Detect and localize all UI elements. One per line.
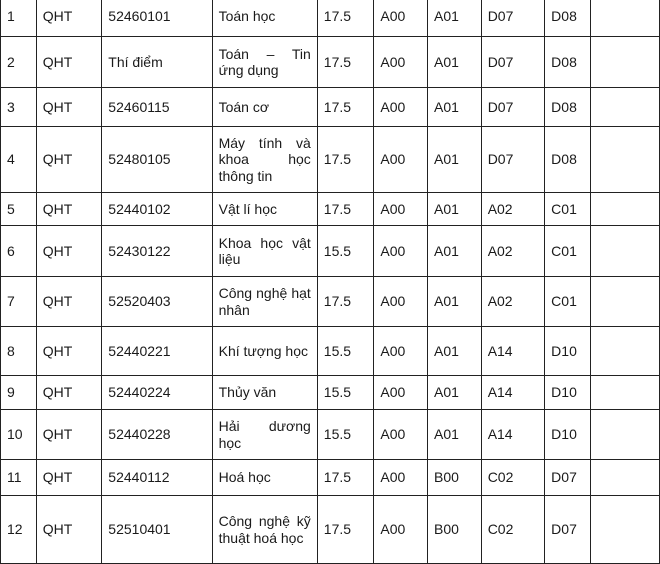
- extra-cell: [590, 277, 659, 327]
- school-code-cell: QHT: [36, 327, 102, 376]
- school-code-cell: QHT: [36, 226, 102, 277]
- subject-group-1-cell: A00: [374, 277, 428, 327]
- major-name-cell: Hải dương học: [212, 410, 317, 460]
- table-row: [1, 277, 660, 327]
- subject-group-4-cell: D08: [545, 37, 591, 88]
- school-code-cell: QHT: [36, 127, 102, 193]
- table-row: [1, 496, 660, 564]
- extra-cell: [590, 37, 659, 88]
- subject-group-4-cell: D10: [545, 327, 591, 376]
- extra-cell: [590, 193, 659, 226]
- school-code-cell: QHT: [36, 376, 102, 410]
- extra-cell: [590, 226, 659, 277]
- subject-group-2-cell: A01: [428, 193, 482, 226]
- subject-group-4-cell: D07: [545, 496, 591, 564]
- table-row: [1, 410, 660, 460]
- subject-group-1-cell: A00: [374, 410, 428, 460]
- score-cell: 15.5: [317, 376, 374, 410]
- score-cell: 17.5: [317, 88, 374, 127]
- subject-group-3-cell: D07: [481, 0, 544, 37]
- major-name-cell: Công nghệ hạt nhân: [212, 277, 317, 327]
- row-number-cell: 3: [1, 88, 37, 127]
- major-name-cell: Thủy văn: [212, 376, 317, 410]
- major-name-cell: Khoa học vật liệu: [212, 226, 317, 277]
- subject-group-1-cell: A00: [374, 0, 428, 37]
- extra-cell: [590, 460, 659, 496]
- subject-group-4-cell: C01: [545, 226, 591, 277]
- table-row: [1, 88, 660, 127]
- subject-group-2-cell: A01: [428, 88, 482, 127]
- subject-group-1-cell: A00: [374, 127, 428, 193]
- major-name-cell: Máy tính và khoa học thông tin: [212, 127, 317, 193]
- table-body: [1, 0, 660, 564]
- major-code-cell: 52440221: [102, 327, 212, 376]
- score-cell: 15.5: [317, 410, 374, 460]
- extra-cell: [590, 127, 659, 193]
- row-number-cell: 2: [1, 37, 37, 88]
- major-code-cell: 52460101: [102, 0, 212, 37]
- major-name-cell: Toán cơ: [212, 88, 317, 127]
- major-code-cell: 52440224: [102, 376, 212, 410]
- major-name-cell: Hoá học: [212, 460, 317, 496]
- score-cell: 17.5: [317, 496, 374, 564]
- row-number-cell: 10: [1, 410, 37, 460]
- major-name-cell: Toán học: [212, 0, 317, 37]
- row-number-cell: 5: [1, 193, 37, 226]
- table-row: [1, 127, 660, 193]
- row-number-cell: 12: [1, 496, 37, 564]
- score-cell: 15.5: [317, 226, 374, 277]
- major-name-cell: Khí tượng học: [212, 327, 317, 376]
- row-number-cell: 1: [1, 0, 37, 37]
- subject-group-3-cell: A02: [481, 226, 544, 277]
- score-cell: 17.5: [317, 460, 374, 496]
- score-cell: 17.5: [317, 277, 374, 327]
- subject-group-3-cell: A14: [481, 410, 544, 460]
- subject-group-4-cell: D08: [545, 0, 591, 37]
- subject-group-2-cell: B00: [428, 460, 482, 496]
- subject-group-2-cell: A01: [428, 376, 482, 410]
- table-row: [1, 0, 660, 37]
- score-cell: 17.5: [317, 127, 374, 193]
- subject-group-1-cell: A00: [374, 376, 428, 410]
- extra-cell: [590, 88, 659, 127]
- subject-group-1-cell: A00: [374, 327, 428, 376]
- subject-group-3-cell: D07: [481, 37, 544, 88]
- table-row: [1, 327, 660, 376]
- subject-group-4-cell: C01: [545, 277, 591, 327]
- school-code-cell: QHT: [36, 193, 102, 226]
- subject-group-3-cell: A14: [481, 327, 544, 376]
- subject-group-1-cell: A00: [374, 226, 428, 277]
- subject-group-3-cell: D07: [481, 88, 544, 127]
- subject-group-4-cell: D10: [545, 410, 591, 460]
- major-code-cell: 52440102: [102, 193, 212, 226]
- subject-group-4-cell: C01: [545, 193, 591, 226]
- major-code-cell: 52430122: [102, 226, 212, 277]
- subject-group-3-cell: C02: [481, 460, 544, 496]
- major-code-cell: 52440112: [102, 460, 212, 496]
- subject-group-4-cell: D08: [545, 88, 591, 127]
- extra-cell: [590, 496, 659, 564]
- subject-group-3-cell: A14: [481, 376, 544, 410]
- major-code-cell: Thí điểm: [102, 37, 212, 88]
- major-name-cell: Công nghệ kỹ thuật hoá học: [212, 496, 317, 564]
- major-code-cell: 52460115: [102, 88, 212, 127]
- subject-group-4-cell: D08: [545, 127, 591, 193]
- row-number-cell: 4: [1, 127, 37, 193]
- school-code-cell: QHT: [36, 277, 102, 327]
- school-code-cell: QHT: [36, 410, 102, 460]
- subject-group-1-cell: A00: [374, 496, 428, 564]
- school-code-cell: QHT: [36, 0, 102, 37]
- table-row: [1, 460, 660, 496]
- extra-cell: [590, 376, 659, 410]
- extra-cell: [590, 327, 659, 376]
- extra-cell: [590, 410, 659, 460]
- row-number-cell: 7: [1, 277, 37, 327]
- major-name-cell: Vật lí học: [212, 193, 317, 226]
- subject-group-3-cell: D07: [481, 127, 544, 193]
- table-row: [1, 226, 660, 277]
- subject-group-1-cell: A00: [374, 193, 428, 226]
- subject-group-2-cell: A01: [428, 0, 482, 37]
- subject-group-4-cell: D10: [545, 376, 591, 410]
- subject-group-2-cell: A01: [428, 410, 482, 460]
- score-cell: 17.5: [317, 0, 374, 37]
- row-number-cell: 6: [1, 226, 37, 277]
- major-code-cell: 52510401: [102, 496, 212, 564]
- row-number-cell: 8: [1, 327, 37, 376]
- subject-group-2-cell: A01: [428, 327, 482, 376]
- table-row: [1, 193, 660, 226]
- row-number-cell: 9: [1, 376, 37, 410]
- subject-group-3-cell: A02: [481, 193, 544, 226]
- row-number-cell: 11: [1, 460, 37, 496]
- school-code-cell: QHT: [36, 460, 102, 496]
- subject-group-2-cell: A01: [428, 127, 482, 193]
- major-code-cell: 52480105: [102, 127, 212, 193]
- subject-group-1-cell: A00: [374, 460, 428, 496]
- major-code-cell: 52440228: [102, 410, 212, 460]
- subject-group-2-cell: B00: [428, 496, 482, 564]
- subject-group-3-cell: C02: [481, 496, 544, 564]
- score-cell: 17.5: [317, 37, 374, 88]
- table-row: [1, 37, 660, 88]
- subject-group-1-cell: A00: [374, 88, 428, 127]
- table-row: [1, 376, 660, 410]
- subject-group-2-cell: A01: [428, 37, 482, 88]
- subject-group-1-cell: A00: [374, 37, 428, 88]
- subject-group-2-cell: A01: [428, 277, 482, 327]
- school-code-cell: QHT: [36, 496, 102, 564]
- score-cell: 15.5: [317, 327, 374, 376]
- major-name-cell: Toán – Tin ứng dụng: [212, 37, 317, 88]
- extra-cell: [590, 0, 659, 37]
- school-code-cell: QHT: [36, 88, 102, 127]
- score-cell: 17.5: [317, 193, 374, 226]
- major-code-cell: 52520403: [102, 277, 212, 327]
- subject-group-3-cell: A02: [481, 277, 544, 327]
- school-code-cell: QHT: [36, 37, 102, 88]
- subject-group-4-cell: D07: [545, 460, 591, 496]
- subject-group-2-cell: A01: [428, 226, 482, 277]
